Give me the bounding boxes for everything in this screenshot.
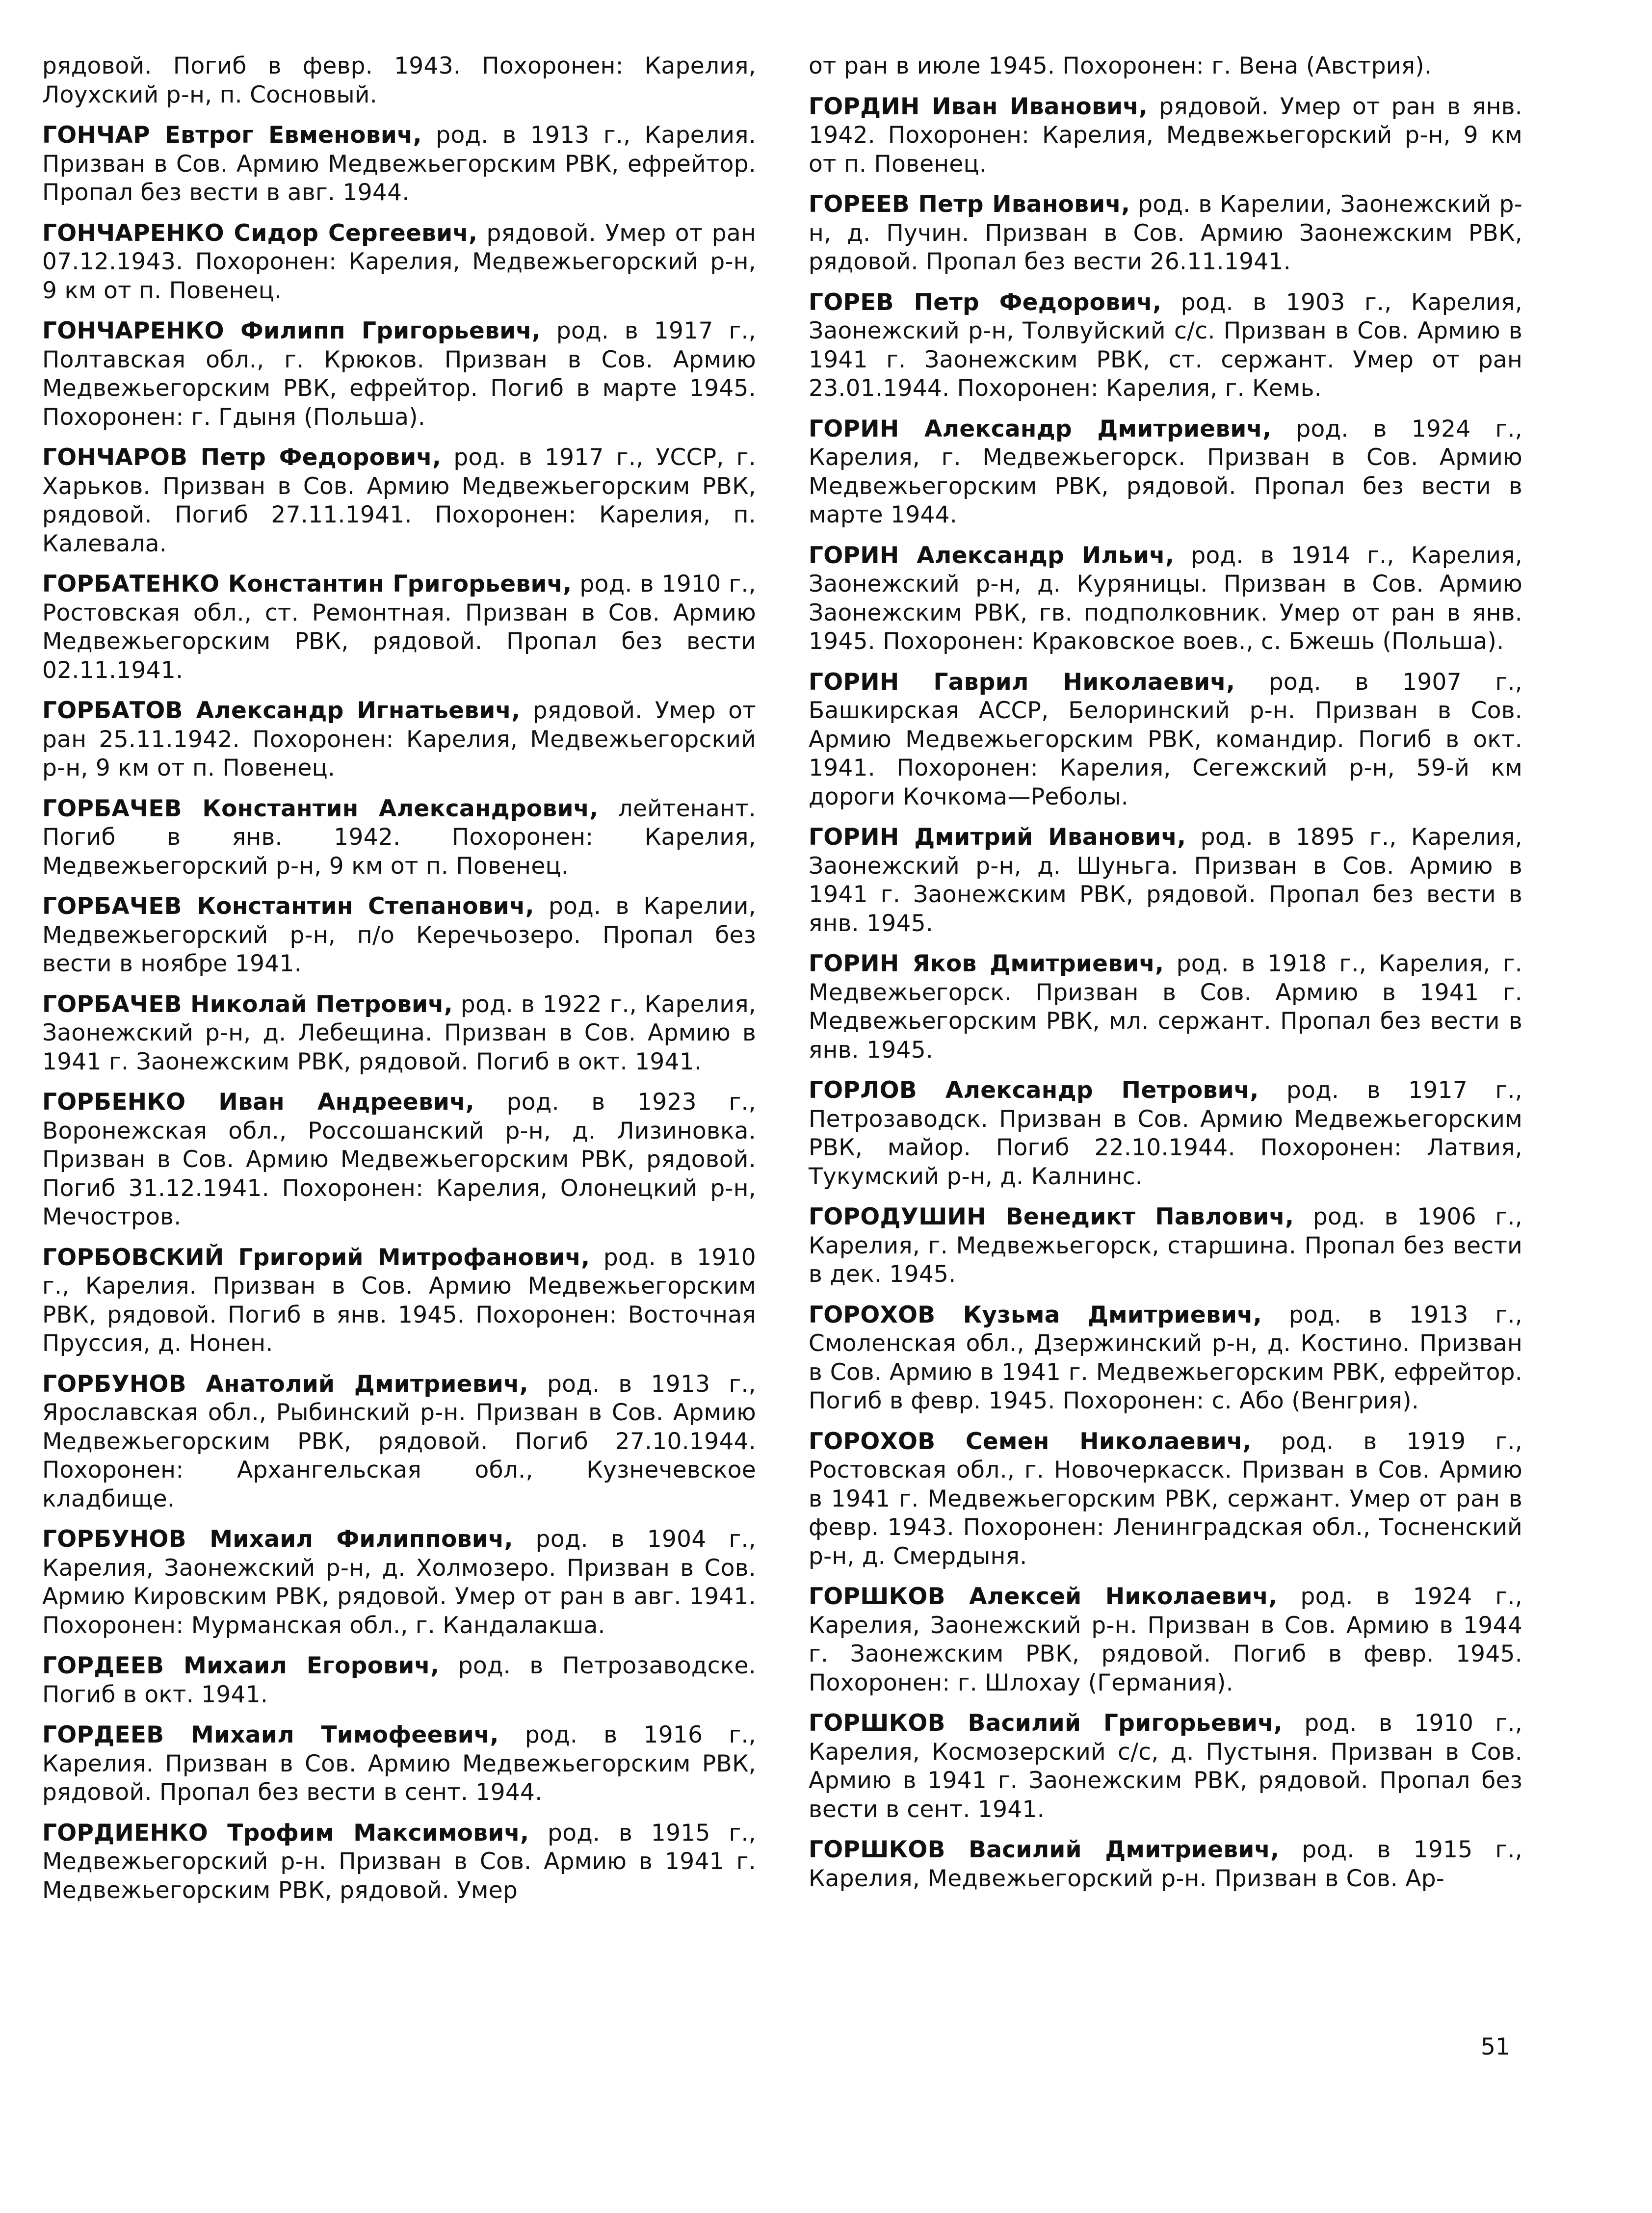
entry-name: ГОРИН Гаврил Николаевич, bbox=[809, 668, 1235, 696]
entry bbox=[42, 1088, 756, 1232]
entry bbox=[42, 121, 756, 208]
entry bbox=[809, 668, 1522, 812]
entry-name: ГОРДИН Иван Иванович, bbox=[809, 93, 1148, 120]
entry-name: ГОРИН Яков Дмитриевич, bbox=[809, 950, 1164, 977]
entry-name: ГОРОХОВ Семен Николаевич, bbox=[809, 1428, 1252, 1455]
entry bbox=[42, 1819, 756, 1905]
right-column bbox=[809, 52, 1522, 1905]
entry-name: ГОРОХОВ Кузьма Дмитриевич, bbox=[809, 1301, 1262, 1328]
entry-text: род. в 1917 г., Петрозаводск. Призван в Сов. Армию Медвежьегорским РВК, майор. Погиб 22.10.1944. Похоронен: Латвия, Тукумский р-н, д. Калнинс. bbox=[809, 1077, 1522, 1190]
entry-text: род. в 1919 г., Ростовская обл., г. Новочеркасск. Призван в Сов. Армию в 1941 г. Медвежьегорским РВК, сержант. Умер от ран в февр. 1943. Похоронен: Ленинградская обл., Тосненский р-н, д. Смердыня. bbox=[809, 1428, 1522, 1570]
entry-text: род. в 1924 г., Карелия, Заонежский р-н. Призван в Сов. Армию в 1944 г. Заонежским РВК, рядовой. Погиб в февр. 1945. Похоронен: г. Шлохау (Германия). bbox=[809, 1583, 1522, 1696]
entry-name: ГОНЧАР Евтрог Евменович, bbox=[42, 122, 422, 149]
entry-name: ГОРБАЧЕВ Константин Степанович, bbox=[42, 893, 534, 920]
entry-name: ГОРШКОВ Василий Григорьевич, bbox=[809, 1710, 1283, 1737]
entry bbox=[42, 892, 756, 979]
entry-text: род. в 1910 г., Ростовская обл., ст. Ремонтная. Призван в Сов. Армию Медвежьегорским РВК, рядовой. Пропал без вести 02.11.1941. bbox=[42, 571, 756, 684]
entry-name: ГОРЕЕВ Петр Иванович, bbox=[809, 191, 1130, 218]
entry-name: ГОРДЕЕВ Михаил Егорович, bbox=[42, 1652, 440, 1679]
entry-text: род. в 1918 г., Карелия, г. Медвежьегорск. Призван в Сов. Армию в 1941 г. Медвежьегорским РВК, мл. сержант. Пропал без вести в янв. 1945. bbox=[809, 950, 1522, 1064]
entry bbox=[42, 1525, 756, 1640]
entry-text: рядовой. Умер от ран в янв. 1942. Похоронен: Карелия, Медвежьегорский р-н, 9 км от п. Повенец. bbox=[809, 93, 1522, 178]
entry-name: ГОРИН Дмитрий Иванович, bbox=[809, 824, 1186, 851]
entry-text: род. в 1910 г., Карелия. Призван в Сов. Армию Медвежьегорским РВК, рядовой. Погиб в янв. 1945. Похоронен: Восточная Пруссия, д. Нонен. bbox=[42, 1244, 756, 1357]
entry-text: род. в 1904 г., Карелия, Заонежский р-н, д. Холмозеро. Призван в Сов. Армию Кировским РВК, рядовой. Умер от ран в авг. 1941. Похоронен: Мурманская обл., г. Кандалакша. bbox=[42, 1526, 756, 1639]
entry-text: род. в Карелии, Заонежский р-н, д. Пучин. Призван в Сов. Армию Заонежским РВК, рядовой. Пропал без вести 26.11.1941. bbox=[809, 191, 1522, 275]
entry-name: ГОРЛОВ Александр Петрович, bbox=[809, 1077, 1259, 1104]
entry-text: род. в 1917 г., Полтавская обл., г. Крюков. Призван в Сов. Армию Медвежьегорским РВК, ефрейтор. Погиб в марте 1945. Похоронен: г. Гдыня (Польша). bbox=[42, 317, 756, 431]
entry bbox=[42, 570, 756, 685]
entry bbox=[809, 93, 1522, 179]
entry bbox=[809, 415, 1522, 530]
entry bbox=[809, 1203, 1522, 1289]
entry-text: род. в 1922 г., Карелия, Заонежский р-н, д. Лебещина. Призван в Сов. Армию в 1941 г. Заонежским РВК, рядовой. Погиб в окт. 1941. bbox=[42, 990, 757, 1075]
entry-name: ГОРБАЧЕВ Константин Александрович, bbox=[42, 795, 599, 822]
entry-text: род. в 1913 г., Карелия. Призван в Сов. Армию Медвежьегорским РВК, ефрейтор. Пропал без вести в авг. 1944. bbox=[42, 122, 756, 206]
entry bbox=[809, 52, 1522, 81]
entry-name: ГОРШКОВ Алексей Николаевич, bbox=[809, 1583, 1278, 1610]
entry-name: ГОНЧАРОВ Петр Федорович, bbox=[42, 444, 442, 471]
entry bbox=[809, 1583, 1522, 1697]
entry-text: род. в 1923 г., Воронежская обл., Россошанский р-н, д. Лизиновка. Призван в Сов. Армию Медвежьегорским РВК, рядовой. Погиб 31.12.1941. Похоронен: Карелия, Олонецкий р-н, Мечостров. bbox=[42, 1089, 756, 1230]
entry-name: ГОРБАТЕНКО Константин Григорьевич, bbox=[42, 571, 572, 598]
entry-name: ГОРИН Александр Дмитриевич, bbox=[809, 415, 1272, 443]
entry-name: ГОРБУНОВ Михаил Филиппович, bbox=[42, 1526, 513, 1553]
entry-text: рядовой. Умер от ран 25.11.1942. Похоронен: Карелия, Медвежьегорский р-н, 9 км от п. Повенец. bbox=[42, 697, 756, 781]
entry bbox=[42, 317, 756, 432]
entry bbox=[809, 288, 1522, 403]
entry bbox=[42, 1370, 756, 1514]
entry-text: от ран в июле 1945. Похоронен: г. Вена (Австрия). bbox=[809, 52, 1432, 79]
entry-name: ГОРДЕЕВ Михаил Тимофеевич, bbox=[42, 1721, 499, 1748]
entry bbox=[42, 219, 756, 306]
entry bbox=[42, 990, 756, 1077]
entry-text: род. в Карелии, Медвежьегорский р-н, п/о Керечьозеро. Пропал без вести в ноябре 1941. bbox=[42, 893, 756, 977]
entry-text: лейтенант. Погиб в янв. 1942. Похоронен: Карелия, Медвежьегорский р-н, 9 км от п. Повенец. bbox=[42, 795, 756, 880]
entry-text: род. в 1915 г., Медвежьегорский р-н. Призван в Сов. Армию в 1941 г. Медвежьегорским РВК, рядовой. Умер bbox=[42, 1819, 756, 1904]
entry-text: род. в 1895 г., Карелия, Заонежский р-н, д. Шуньга. Призван в Сов. Армию в 1941 г. Заонежским РВК, рядовой. Пропал без вести в янв. 1945. bbox=[809, 824, 1522, 937]
entry-text: род. в 1917 г., УССР, г. Харьков. Призван в Сов. Армию Медвежьегорским РВК, рядовой. Погиб 27.11.1941. Похоронен: Карелия, п. Калевала. bbox=[42, 444, 756, 557]
entry bbox=[809, 950, 1522, 1065]
page-number: 51 bbox=[1481, 2033, 1510, 2060]
entry bbox=[809, 1428, 1522, 1571]
entry-text: род. в 1915 г., Карелия, Медвежьегорский р-н. Призван в Сов. Ар- bbox=[809, 1836, 1522, 1892]
entry-text: род. в 1914 г., Карелия, Заонежский р-н, д. Куряницы. Призван в Сов. Армию Заонежским РВК, гв. подполковник. Умер от ран в янв. 1945. Похоронен: Краковское воев., с. Бжешь (Польша). bbox=[809, 542, 1522, 655]
entry bbox=[42, 697, 756, 783]
entry bbox=[42, 1244, 756, 1358]
entry bbox=[42, 1721, 756, 1807]
entry bbox=[809, 1836, 1522, 1893]
entry-name: ГОНЧАРЕНКО Филипп Григорьевич, bbox=[42, 317, 541, 344]
entry-name: ГОРБЕНКО Иван Андреевич, bbox=[42, 1089, 474, 1116]
entry-text: род. в 1913 г., Смоленская обл., Дзержинский р-н, д. Костино. Призван в Сов. Армию в 1941 г. Медвежьегорским РВК, ефрейтор. Погиб в февр. 1945. Похоронен: с. Або (Венгрия). bbox=[809, 1301, 1522, 1414]
entry-name: ГОРДИЕНКО Трофим Максимович, bbox=[42, 1819, 529, 1847]
entry-text: род. в 1913 г., Ярославская обл., Рыбинский р-н. Призван в Сов. Армию Медвежьегорским РВК, рядовой. Погиб 27.10.1944. Похоронен: Архангельская обл., Кузнечевское кладбище. bbox=[42, 1370, 756, 1512]
entry-name: ГОРБОВСКИЙ Григорий Митрофанович, bbox=[42, 1244, 590, 1271]
entry-name: ГОРШКОВ Василий Дмитриевич, bbox=[809, 1836, 1280, 1863]
left-column bbox=[42, 52, 756, 1917]
entry-name: ГОНЧАРЕНКО Сидор Сергеевич, bbox=[42, 219, 478, 247]
entry-text: род. в Петрозаводске. Погиб в окт. 1941. bbox=[42, 1652, 756, 1708]
entry bbox=[42, 1652, 756, 1709]
entry bbox=[809, 542, 1522, 656]
entry-text: род. в 1907 г., Башкирская АССР, Белоринский р-н. Призван в Сов. Армию Медвежьегорским РВК, командир. Погиб в окт. 1941. Похоронен: Карелия, Сегежский р-н, 59-й км дороги Кочкома—Реболы. bbox=[809, 668, 1522, 810]
entry-name: ГОРОДУШИН Венедикт Павлович, bbox=[809, 1203, 1294, 1230]
entry-text: род. в 1916 г., Карелия. Призван в Сов. Армию Медвежьегорским РВК, рядовой. Пропал без вести в сент. 1944. bbox=[42, 1721, 756, 1806]
entry-text: рядовой. Погиб в февр. 1943. Похоронен: Карелия, Лоухский р-н, п. Сосновый. bbox=[42, 52, 756, 108]
entry bbox=[809, 190, 1522, 277]
entry-text: род. в 1924 г., Карелия, г. Медвежьегорск. Призван в Сов. Армию Медвежьегорским РВК, рядовой. Пропал без вести в марте 1944. bbox=[809, 415, 1522, 528]
entry-text: род. в 1906 г., Карелия, г. Медвежьегорск, старшина. Пропал без вести в дек. 1945. bbox=[809, 1203, 1522, 1288]
entry-text: род. в 1910 г., Карелия, Космозерский с/с, д. Пустыня. Призван в Сов. Армию в 1941 г. Заонежским РВК, рядовой. Пропал без вести в сент. 1941. bbox=[809, 1710, 1522, 1823]
entry bbox=[809, 1301, 1522, 1416]
entry-text: род. в 1903 г., Карелия, Заонежский р-н, Толвуйский с/с. Призван в Сов. Армию в 1941 г. Заонежским РВК, ст. сержант. Умер от ран 23.01.1944. Похоронен: Карелия, г. Кемь. bbox=[809, 288, 1522, 402]
entry bbox=[809, 823, 1522, 938]
entry-name: ГОРБУНОВ Анатолий Дмитриевич, bbox=[42, 1370, 528, 1398]
entry-name: ГОРЕВ Петр Федорович, bbox=[809, 288, 1162, 316]
entry bbox=[42, 795, 756, 881]
entry bbox=[809, 1709, 1522, 1824]
entry bbox=[42, 52, 756, 109]
entry bbox=[42, 443, 756, 558]
entry-name: ГОРБАЧЕВ Николай Петрович, bbox=[42, 990, 453, 1018]
entry-text: рядовой. Умер от ран 07.12.1943. Похоронен: Карелия, Медвежьегорский р-н, 9 км от п. Повенец. bbox=[42, 219, 756, 304]
entry-name: ГОРИН Александр Ильич, bbox=[809, 542, 1175, 569]
entry-name: ГОРБАТОВ Александр Игнатьевич, bbox=[42, 697, 521, 724]
entry bbox=[809, 1076, 1522, 1191]
